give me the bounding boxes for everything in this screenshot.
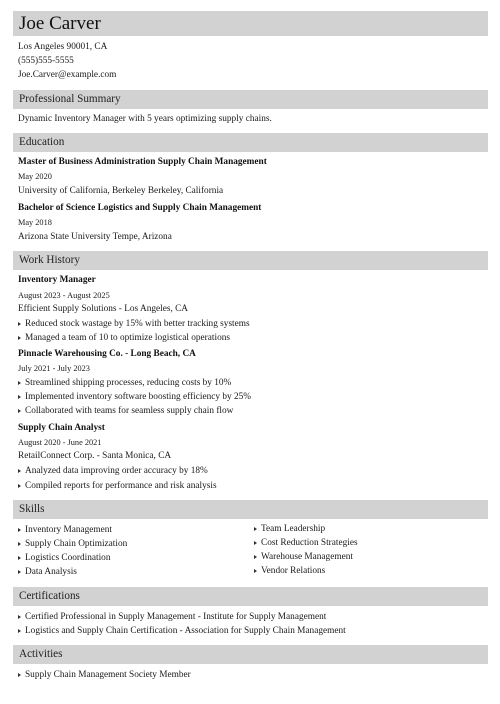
list-item-text: Reduced stock wastage by 15% with better tracking systems	[25, 319, 250, 329]
education-school: Arizona State University Tempe, Arizona	[18, 232, 172, 242]
list-item-text: Compiled reports for performance and risk analysis	[25, 481, 217, 491]
bullet-icon	[18, 381, 21, 385]
section-title: Education	[19, 136, 65, 148]
bullet-icon	[18, 673, 21, 677]
list-item-text: Collaborated with teams for seamless supply chain flow	[25, 406, 234, 416]
job-title: Pinnacle Warehousing Co. - Long Beach, CA	[18, 349, 196, 359]
bullet-icon	[254, 527, 257, 531]
bullet-icon	[18, 556, 21, 560]
education-date: May 2018	[18, 218, 52, 227]
section-title: Activities	[19, 648, 63, 660]
activity-text: Supply Chain Management Society Member	[25, 670, 191, 680]
section-title: Skills	[19, 503, 45, 515]
section-header-certifications	[13, 587, 488, 606]
skill-text: Logistics Coordination	[25, 553, 111, 563]
summary-text: Dynamic Inventory Manager with 5 years optimizing supply chains.	[18, 114, 272, 124]
skill-text: Warehouse Management	[261, 552, 353, 562]
job-title: Inventory Manager	[18, 275, 96, 285]
education-degree: Master of Business Administration Supply Chain Management	[18, 157, 267, 167]
bullet-icon	[18, 484, 21, 488]
section-title: Certifications	[19, 590, 80, 602]
education-degree: Bachelor of Science Logistics and Supply Chain Management	[18, 203, 262, 213]
bullet-icon	[18, 469, 21, 473]
education-date: May 2020	[18, 172, 52, 181]
bullet-icon	[254, 541, 257, 545]
skill-text: Vendor Relations	[261, 566, 326, 576]
bullet-icon	[254, 555, 257, 559]
bullet-icon	[18, 336, 21, 340]
section-title: Professional Summary	[19, 93, 121, 105]
bullet-icon	[18, 570, 21, 574]
section-header-activities	[13, 645, 488, 664]
bullet-icon	[18, 542, 21, 546]
job-title: Supply Chain Analyst	[18, 423, 105, 433]
section-header-summary	[13, 90, 488, 109]
candidate-name: Joe Carver	[19, 13, 101, 34]
job-company: RetailConnect Corp. - Santa Monica, CA	[18, 451, 172, 461]
bullet-icon	[18, 409, 21, 413]
list-item-text: Streamlined shipping processes, reducing costs by 10%	[25, 378, 232, 388]
skill-text: Cost Reduction Strategies	[261, 538, 358, 548]
skill-text: Data Analysis	[25, 567, 77, 577]
section-header-education	[13, 133, 488, 152]
list-item-text: Managed a team of 10 to optimize logistical operations	[25, 333, 230, 343]
bullet-icon	[254, 569, 257, 573]
list-item-text: Implemented inventory software boosting efficiency by 25%	[25, 392, 251, 402]
name-header	[13, 11, 488, 36]
bullet-icon	[18, 615, 21, 619]
list-item-text: Analyzed data improving order accuracy by 18%	[25, 466, 208, 476]
skill-text: Team Leadership	[261, 524, 326, 534]
section-header-work-history	[13, 251, 488, 270]
skill-text: Supply Chain Optimization	[25, 539, 128, 549]
address: Los Angeles 90001, CA	[18, 42, 108, 52]
bullet-icon	[18, 322, 21, 326]
skill-text: Inventory Management	[25, 525, 112, 535]
certification-text: Logistics and Supply Chain Certification - Association for Supply Chain Management	[25, 626, 346, 636]
job-dates: August 2023 - August 2025	[18, 291, 110, 300]
job-dates: July 2021 - July 2023	[18, 364, 90, 373]
certification-text: Certified Professional in Supply Management - Institute for Supply Management	[25, 612, 327, 622]
email: Joe.Carver@example.com	[18, 70, 117, 80]
job-company: Efficient Supply Solutions - Los Angeles, CA	[18, 304, 189, 314]
education-school: University of California, Berkeley Berkeley, California	[18, 186, 224, 196]
bullet-icon	[18, 395, 21, 399]
bullet-icon	[18, 629, 21, 633]
bullet-icon	[18, 528, 21, 532]
section-title: Work History	[19, 254, 80, 266]
phone: (555)555-5555	[18, 56, 74, 66]
job-dates: August 2020 - June 2021	[18, 438, 102, 447]
section-header-skills	[13, 500, 488, 519]
